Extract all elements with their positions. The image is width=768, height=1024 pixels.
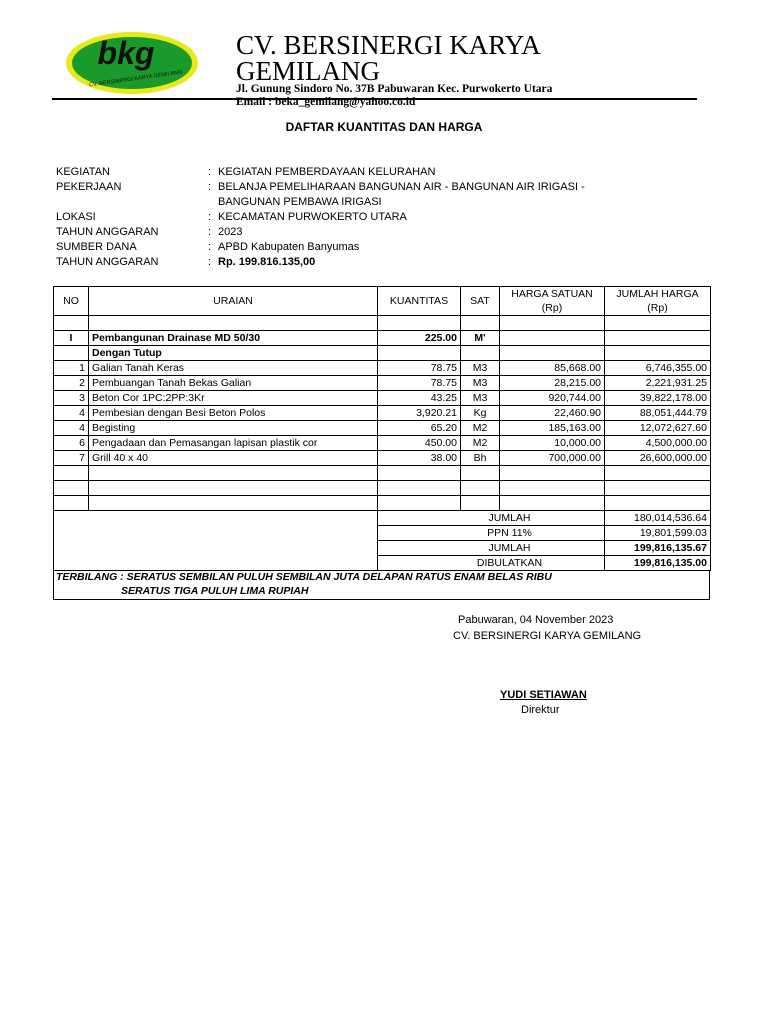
info-value: APBD Kabupaten Banyumas bbox=[218, 241, 360, 253]
cell-no: I bbox=[54, 331, 89, 346]
info-value: BANGUNAN PEMBAWA IRIGASI bbox=[218, 196, 382, 208]
cell-jumlah: 2,221,931.25 bbox=[605, 376, 711, 391]
cell-no: 7 bbox=[54, 451, 89, 466]
cell-sat: M3 bbox=[461, 376, 500, 391]
table-row-empty bbox=[54, 481, 711, 496]
cell-harga: 920,744.00 bbox=[500, 391, 605, 406]
info-label: PEKERJAAN bbox=[56, 181, 122, 193]
info-value: BELANJA PEMELIHARAAN BANGUNAN AIR - BANGUNAN AIR IRIGASI - bbox=[218, 181, 585, 193]
cell-jumlah: 4,500,000.00 bbox=[605, 436, 711, 451]
cell-no: 6 bbox=[54, 436, 89, 451]
company-email: Email : beka_gemilang@yahoo.co.id bbox=[236, 96, 416, 108]
amount-in-words-line2: SERATUS TIGA PULUH LIMA RUPIAH bbox=[121, 585, 309, 597]
info-colon: : bbox=[208, 241, 212, 253]
cell-kuantitas: 43.25 bbox=[378, 391, 461, 406]
signature-place-date: Pabuwaran, 04 November 2023 bbox=[458, 614, 614, 626]
table-row-empty bbox=[54, 466, 711, 481]
total-label: PPN 11% bbox=[378, 526, 605, 541]
cell-harga: 10,000.00 bbox=[500, 436, 605, 451]
quantity-price-table bbox=[53, 286, 711, 571]
logo-subtext: CV. BERSINERGI KARYA GEMILANG bbox=[88, 69, 183, 89]
cell-jumlah: 26,600,000.00 bbox=[605, 451, 711, 466]
cell-harga: 22,460.90 bbox=[500, 406, 605, 421]
total-value: 19,801,599.03 bbox=[605, 526, 711, 541]
cell-no: 2 bbox=[54, 376, 89, 391]
info-label: KEGIATAN bbox=[56, 166, 110, 178]
header-label: HARGA SATUAN bbox=[511, 288, 593, 300]
info-value: 2023 bbox=[218, 226, 243, 238]
cell-no: 4 bbox=[54, 421, 89, 436]
amount-in-words bbox=[53, 570, 710, 600]
info-label: SUMBER DANA bbox=[56, 241, 137, 253]
total-value: 199,816,135.00 bbox=[605, 556, 711, 571]
totals-blank-area bbox=[54, 511, 378, 571]
cell-harga: 85,668.00 bbox=[500, 361, 605, 376]
table-row-empty bbox=[54, 316, 711, 331]
header-unit: (Rp) bbox=[647, 302, 668, 314]
table-row bbox=[54, 451, 711, 466]
cell-uraian: Pengadaan dan Pemasangan lapisan plastik cor bbox=[89, 436, 378, 451]
info-label: LOKASI bbox=[56, 211, 96, 223]
cell-harga: 700,000.00 bbox=[500, 451, 605, 466]
signature-position: Direktur bbox=[521, 704, 560, 716]
cell-no: 1 bbox=[54, 361, 89, 376]
cell-uraian: Dengan Tutup bbox=[89, 346, 378, 361]
cell-uraian: Pembesian dengan Besi Beton Polos bbox=[89, 406, 378, 421]
cell-sat: M3 bbox=[461, 391, 500, 406]
cell-no: 3 bbox=[54, 391, 89, 406]
cell-sat: Kg bbox=[461, 406, 500, 421]
total-value: 199,816,135.67 bbox=[605, 541, 711, 556]
info-colon: : bbox=[208, 256, 212, 268]
cell-uraian: Pembangunan Drainase MD 50/30 bbox=[89, 331, 378, 346]
signature-name: YUDI SETIAWAN bbox=[500, 689, 587, 701]
info-colon: : bbox=[208, 181, 212, 193]
total-label: JUMLAH bbox=[378, 511, 605, 526]
cell-jumlah: 39,822,178.00 bbox=[605, 391, 711, 406]
header-label: JUMLAH HARGA bbox=[616, 288, 699, 300]
table-row bbox=[54, 361, 711, 376]
cell-kuantitas: 3,920.21 bbox=[378, 406, 461, 421]
table-header-row bbox=[54, 287, 711, 316]
cell-jumlah: 88,051,444.79 bbox=[605, 406, 711, 421]
cell-sat: M3 bbox=[461, 361, 500, 376]
info-label: TAHUN ANGGARAN bbox=[56, 226, 159, 238]
info-label: TAHUN ANGGARAN bbox=[56, 256, 159, 268]
cell-uraian: Galian Tanah Keras bbox=[89, 361, 378, 376]
company-address: Jl. Gunung Sindoro No. 37B Pabuwaran Kec. Purwokerto Utara bbox=[236, 83, 553, 95]
cell-uraian: Begisting bbox=[89, 421, 378, 436]
col-header-uraian: URAIAN bbox=[89, 287, 378, 316]
table-row-section-sub bbox=[54, 346, 711, 361]
amount-in-words-line1: TERBILANG : SERATUS SEMBILAN PULUH SEMBILAN JUTA DELAPAN RATUS ENAM BELAS RIBU bbox=[56, 571, 552, 583]
total-label: DIBULATKAN bbox=[378, 556, 605, 571]
cell-no: 4 bbox=[54, 406, 89, 421]
col-header-jumlah-harga bbox=[605, 287, 711, 316]
company-name-line2: GEMILANG bbox=[236, 56, 380, 86]
cell-jumlah: 6,746,355.00 bbox=[605, 361, 711, 376]
table-row bbox=[54, 421, 711, 436]
cell-kuantitas: 38.00 bbox=[378, 451, 461, 466]
info-value: KEGIATAN PEMBERDAYAAN KELURAHAN bbox=[218, 166, 436, 178]
info-colon: : bbox=[208, 166, 212, 178]
signature-company: CV. BERSINERGI KARYA GEMILANG bbox=[453, 630, 642, 642]
col-header-sat: SAT bbox=[461, 287, 500, 316]
document-title: DAFTAR KUANTITAS DAN HARGA bbox=[285, 120, 483, 134]
company-logo bbox=[64, 30, 200, 96]
table-row bbox=[54, 436, 711, 451]
cell-kuantitas: 450.00 bbox=[378, 436, 461, 451]
logo-text: bkg bbox=[97, 35, 155, 71]
cell-harga: 28,215.00 bbox=[500, 376, 605, 391]
cell-jumlah: 12,072,627.60 bbox=[605, 421, 711, 436]
col-header-harga-satuan bbox=[500, 287, 605, 316]
info-colon: : bbox=[208, 226, 212, 238]
table-row bbox=[54, 406, 711, 421]
company-name-line1: CV. BERSINERGI KARYA bbox=[236, 30, 541, 60]
info-colon: : bbox=[208, 211, 212, 223]
company-address-block bbox=[236, 83, 552, 109]
cell-kuantitas: 225.00 bbox=[378, 331, 461, 346]
total-value: 180,014,536.64 bbox=[605, 511, 711, 526]
cell-uraian: Grill 40 x 40 bbox=[89, 451, 378, 466]
cell-sat: M2 bbox=[461, 421, 500, 436]
total-label: JUMLAH bbox=[378, 541, 605, 556]
table-row-section bbox=[54, 331, 711, 346]
header-divider bbox=[52, 98, 697, 100]
cell-harga: 185,163.00 bbox=[500, 421, 605, 436]
cell-kuantitas: 65.20 bbox=[378, 421, 461, 436]
col-header-kuantitas: KUANTITAS bbox=[378, 287, 461, 316]
cell-kuantitas: 78.75 bbox=[378, 376, 461, 391]
cell-sat: Bh bbox=[461, 451, 500, 466]
cell-sat: M' bbox=[461, 331, 500, 346]
info-value: KECAMATAN PURWOKERTO UTARA bbox=[218, 211, 407, 223]
table-row-empty bbox=[54, 496, 711, 511]
info-value: Rp. 199.816.135,00 bbox=[218, 256, 316, 268]
col-header-no: NO bbox=[54, 287, 89, 316]
cell-uraian: Pembuangan Tanah Bekas Galian bbox=[89, 376, 378, 391]
table-row bbox=[54, 376, 711, 391]
header-unit: (Rp) bbox=[541, 302, 563, 314]
cell-uraian: Beton Cor 1PC:2PP:3Kr bbox=[89, 391, 378, 406]
totals-row bbox=[54, 511, 711, 526]
cell-sat: M2 bbox=[461, 436, 500, 451]
table-row bbox=[54, 391, 711, 406]
cell-kuantitas: 78.75 bbox=[378, 361, 461, 376]
company-name bbox=[236, 32, 636, 84]
